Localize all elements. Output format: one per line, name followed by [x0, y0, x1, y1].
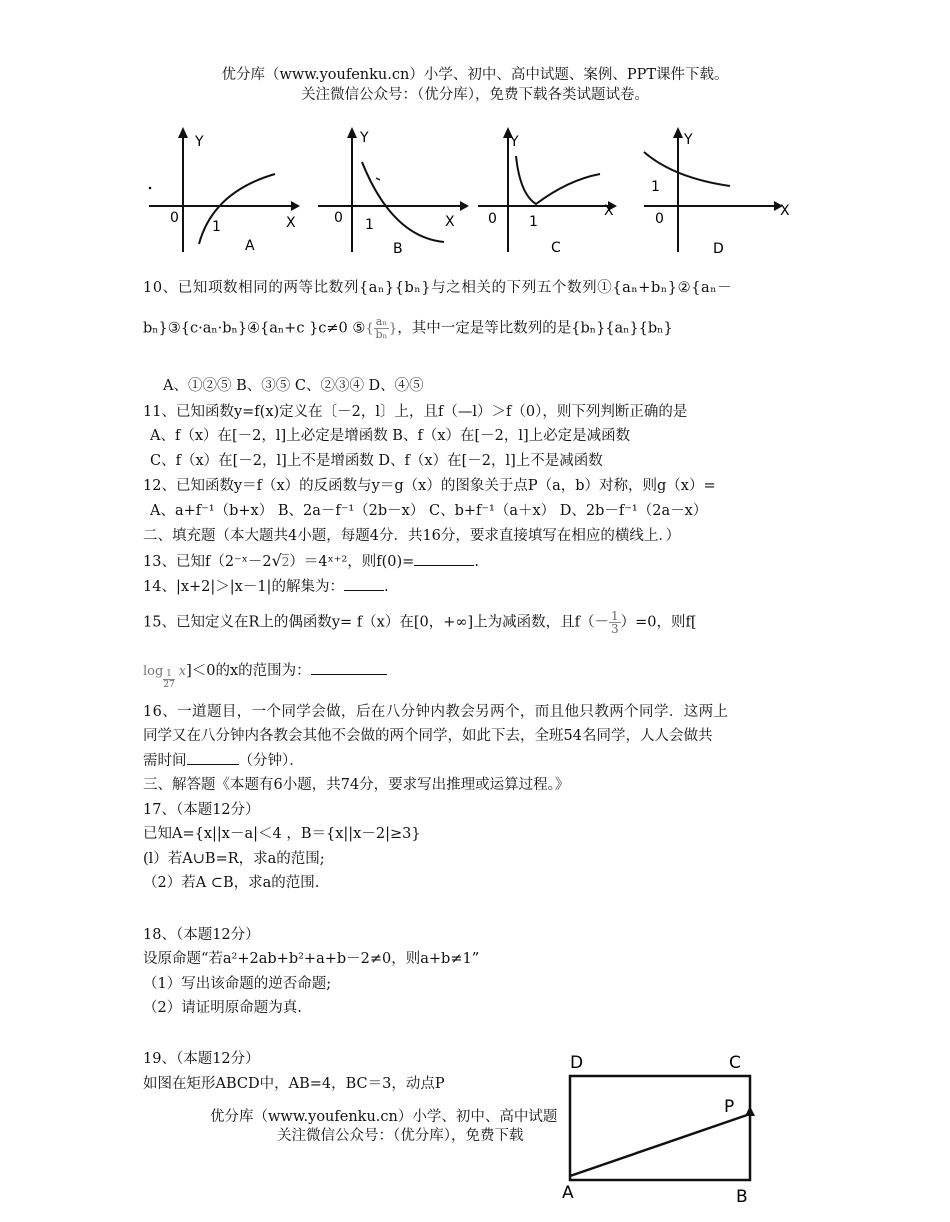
- rect-label-b: B: [736, 1187, 748, 1207]
- q15-line-2-tail: ]＜0的x的范围为：: [186, 663, 311, 679]
- q16-line-3-b: （分钟）．: [238, 753, 304, 769]
- graph-d-origin: 0: [655, 211, 664, 227]
- header-line-1: 优分库（www.youfenku.cn）小学、初中、高中试题、案例、PPT课件下载。: [221, 67, 729, 83]
- graph-c-origin: 0: [488, 211, 497, 227]
- graph-b-caption: B: [393, 241, 403, 257]
- q11-stem: 11、已知函数y=f(x)定义在〔－2，l〕上，且f（—l）＞f（0），则下列判断正确的是: [143, 404, 688, 420]
- q15-log-base-num: 1: [163, 669, 174, 680]
- q16-line-1: 16、一道题目，一个同学会做，后在八分钟内教会另两个，而且他只教两个同学．这两上: [143, 704, 729, 720]
- q16-line-3: [143, 750, 304, 771]
- q14-end: .: [383, 579, 389, 595]
- q15-log-base: [163, 669, 174, 690]
- q15-log-var: x: [178, 664, 187, 679]
- graph-a-x-label: X: [286, 215, 296, 231]
- graph-a-y-label: Y: [195, 134, 204, 150]
- q14-answer-blank[interactable]: [344, 576, 384, 591]
- q15-log: log: [143, 664, 164, 679]
- rectangle-figure: [556, 1044, 776, 1214]
- q10-line-2-text: bₙ}③{c·aₙ·bₙ}④{aₙ+c }c≠0 ⑤: [143, 320, 366, 337]
- q11-options-2: C、f（x）在[－2，l]上不是增函数 D、f（x）在[－2，l]上不是减函数: [150, 453, 603, 469]
- q15-line-1-b: ）=0，则f[: [620, 614, 697, 631]
- graph-b-x-label: X: [445, 214, 455, 230]
- q18-title: 18、（本题12分）: [143, 927, 260, 943]
- q17-part-1: (l）若A∪B=R，求a的范围;: [143, 851, 325, 867]
- graph-c-x-label: X: [604, 203, 614, 219]
- q15-answer-blank[interactable]: [311, 660, 387, 675]
- section-2-heading: 二、填充题（本大题共4小题，每题4分．共16分，要求直接填写在相应的横线上．）: [143, 528, 681, 544]
- header-line-2: 关注微信公众号：（优分库），免费下载各类试题试卷。: [301, 87, 649, 103]
- q10-line-2: bₙ}③{c·aₙ·bₙ}④{aₙ+c }c≠0 ⑤{ $\frac{\text{aₙ}}{\text{bₙ}}$ }，其中一定是等比数列的是{bₙ}{aₙ}{bₙ}: [143, 315, 673, 341]
- section-3-heading: 三、解答题《本题有6小题，共74分，要求写出推理或运算过程。》: [143, 777, 570, 793]
- graph-d: [638, 122, 798, 257]
- q16-line-3-a: 需时间: [143, 753, 187, 769]
- graph-c-y-label: Y: [510, 134, 519, 150]
- footer-line-1: 优分库（www.youfenku.cn）小学、初中、高中试题: [210, 1109, 558, 1125]
- q18-part-2: （2）请证明原命题为真.: [143, 1000, 302, 1016]
- q17-stem: 已知A={x||x－a|＜4 ，B＝{x||x－2|≥3}: [143, 826, 421, 842]
- q13-end: .: [474, 554, 479, 570]
- q15-line-1-a: 15、已知定义在R上的偶函数y= f（x）在[0，+∞]上为减函数，且f（－: [143, 614, 609, 631]
- q12-options: A、a+f⁻¹（b+x） B、2a－f⁻¹（2b－x） C、b+f⁻¹（a＋x） D、2b－f⁻¹（2a－x）: [150, 503, 708, 519]
- q12-stem: 12、已知函数y＝f（x）的反函数与y＝g（x）的图象关于点P（a，b）对称，则g（x）=: [143, 478, 716, 494]
- graph-d-caption: D: [713, 241, 724, 257]
- rect-label-a: A: [562, 1183, 574, 1203]
- graph-d-mark: 1: [651, 179, 660, 195]
- q13-root: 2: [281, 555, 290, 569]
- graph-b-origin: 0: [334, 210, 343, 226]
- q13-head: 13、已知f（2⁻ˣ－2: [143, 554, 272, 570]
- graph-a: [143, 122, 303, 257]
- graph-c-mark: 1: [529, 214, 538, 230]
- q14: [143, 576, 389, 597]
- q19-title: 19、（本题12分）: [143, 1051, 260, 1067]
- graph-b-mark: 1: [365, 217, 374, 233]
- graph-a-mark: 1: [212, 219, 221, 235]
- q16-line-2: 同学又在八分钟内各教会其他不会做的两个同学，如此下去，全班54名同学，人人会做共: [143, 728, 713, 744]
- q18-part-1: （1）写出该命题的逆否命题;: [143, 976, 332, 992]
- q10-line-1: 10、已知项数相同的两等比数列{aₙ}{bₙ}与之相关的下列五个数列①{aₙ+bₙ}②{aₙ－: [143, 280, 733, 296]
- q10-frac-den: bₙ: [375, 328, 388, 341]
- q13-tail: ）＝4ˣ⁺²，则f(0)=: [289, 554, 415, 570]
- q11-options-1: A、f（x）在[－2，l]上必定是增函数 B、f（x）在[－2，l]上必定是减函数: [150, 428, 631, 444]
- graph-a-origin: 0: [170, 210, 179, 226]
- q10-fraction: [374, 316, 389, 341]
- rect-label-p: P: [724, 1097, 735, 1117]
- graph-c-caption: C: [551, 240, 561, 256]
- graph-d-y-label: Y: [684, 132, 693, 148]
- q15-line-1: [143, 610, 697, 635]
- q13: 13、已知f（2⁻ˣ－2√2）＝4ˣ⁺²，则f(0)= .: [143, 551, 479, 570]
- q15-fraction: [609, 610, 621, 635]
- q19-stem: 如图在矩形ABCD中，AB=4，BC＝3，动点P: [143, 1076, 445, 1092]
- graph-b-y-label: Y: [360, 130, 369, 146]
- graph-b: [312, 122, 472, 257]
- graph-c: [472, 122, 632, 257]
- footer-line-2: 关注微信公众号：（优分库），免费下载: [277, 1128, 524, 1144]
- q16-answer-blank[interactable]: [187, 750, 239, 765]
- rect-label-c: C: [729, 1053, 741, 1073]
- q15-frac-den: 3: [611, 622, 619, 636]
- q17-title: 17、（本题12分）: [143, 802, 260, 818]
- q17-part-2: （2）若A ⊂B，求a的范围.: [143, 875, 320, 891]
- q10-line-2-tail: ，其中一定是等比数列的是{bₙ}{aₙ}{bₙ}: [397, 320, 673, 337]
- q15-log-base-den: 27: [163, 679, 175, 690]
- q15-frac-num: 1: [611, 609, 619, 623]
- q15-line-2: [143, 660, 387, 690]
- q10-options: A、①②⑤ B、③⑤ C、②③④ D、④⑤: [163, 378, 424, 394]
- q18-stem: 设原命题“若a²+2ab+b²+a+b－2≠0，则a+b≠1”: [143, 951, 480, 967]
- graph-d-x-label: X: [780, 203, 790, 219]
- q13-answer-blank[interactable]: [414, 551, 474, 566]
- q14-text: 14、|x+2|＞|x－1|的解集为：: [143, 579, 344, 595]
- rect-label-d: D: [570, 1053, 584, 1073]
- graph-a-caption: A: [245, 238, 255, 254]
- q10-frac-num: aₙ: [375, 315, 388, 328]
